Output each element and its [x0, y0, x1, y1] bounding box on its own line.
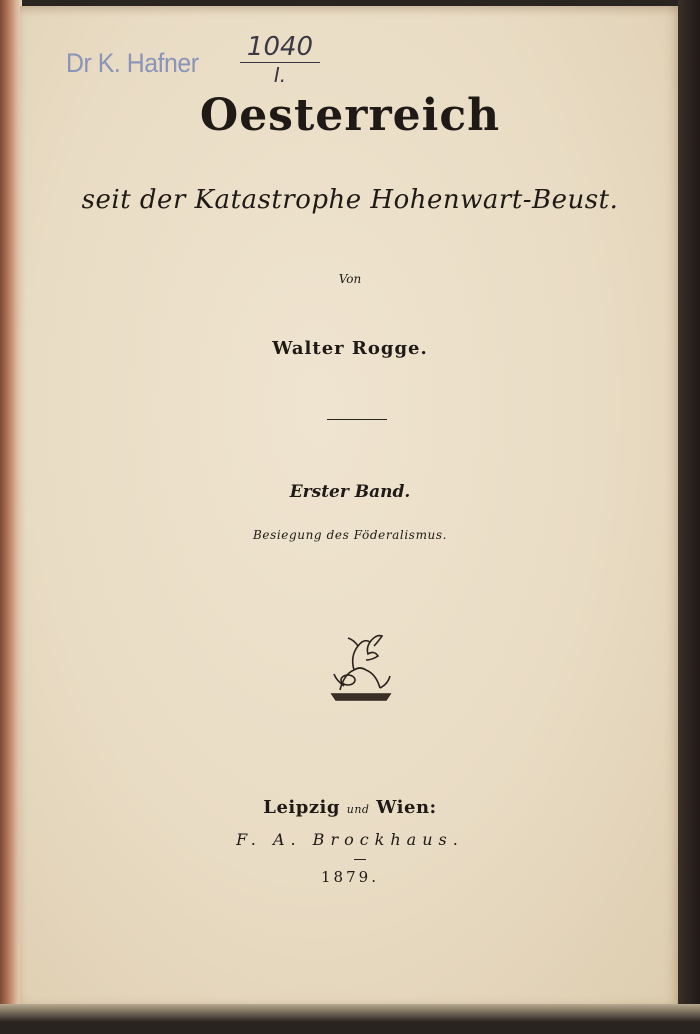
owner-stamp: Dr K. Hafner	[66, 48, 199, 78]
shelf-volume: I.	[273, 63, 287, 87]
griffin-publisher-emblem-icon	[324, 630, 398, 706]
book-subtitle: seit der Katastrophe Hohenwart-Beust.	[81, 185, 619, 215]
handwritten-shelf-mark	[240, 34, 320, 85]
author-name: Walter Rogge.	[272, 338, 428, 359]
publisher-name: F. A. Brockhaus.	[236, 830, 464, 849]
volume-subtitle: Besiegung des Föderalismus.	[252, 528, 448, 542]
publication-year: 1879.	[321, 868, 379, 886]
volume-label: Erster Band.	[289, 482, 411, 502]
city-wien: Wien:	[376, 797, 437, 818]
book-title: Oesterreich	[199, 90, 501, 141]
divider-rule	[327, 419, 387, 420]
by-label: Von	[338, 272, 362, 286]
shelf-number: 1040	[240, 34, 320, 63]
place-conjunction: und	[346, 803, 370, 816]
publication-place	[0, 797, 700, 818]
title-page	[20, 6, 680, 1006]
book-edge-bottom	[0, 1004, 700, 1034]
small-divider	[354, 859, 366, 860]
city-leipzig: Leipzig	[263, 797, 340, 818]
